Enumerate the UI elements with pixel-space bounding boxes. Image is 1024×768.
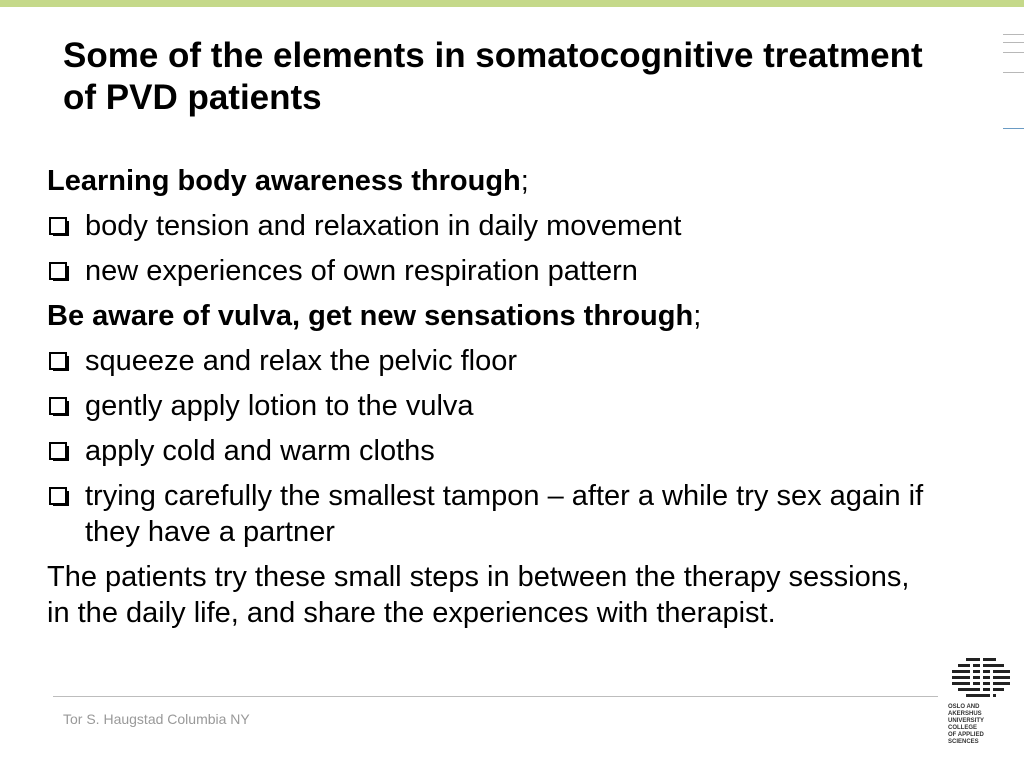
logo-mark-icon [948, 656, 1014, 702]
bullet-item: trying carefully the smallest tampon – after a while try sex again if they have a partner [47, 478, 927, 550]
logo-text: OSLO AND AKERSHUS UNIVERSITY COLLEGE OF APPLIED SCIENCES [948, 704, 984, 745]
slide-title: Some of the elements in somatocognitive treatment of PVD patients [63, 36, 923, 117]
footer-divider [53, 696, 938, 697]
checkbox-bullet-icon [49, 397, 67, 415]
checkbox-bullet-icon [49, 352, 67, 370]
section-heading-awareness: Learning body awareness through; [47, 165, 529, 197]
top-accent-bar [0, 0, 1024, 7]
section-heading-vulva: Be aware of vulva, get new sensations through; [47, 300, 702, 332]
bullet-item: squeeze and relax the pelvic floor [47, 343, 927, 379]
corner-decoration [1003, 30, 1024, 140]
checkbox-bullet-icon [49, 487, 67, 505]
footer-text: Tor S. Haugstad Columbia NY [63, 711, 250, 727]
university-logo [948, 656, 1014, 745]
closing-paragraph: The patients try these small steps in between the therapy sessions, in the daily life, and share the experiences with therapist. [47, 561, 910, 629]
slide-body [47, 163, 927, 640]
bullet-item: gently apply lotion to the vulva [47, 388, 927, 424]
bullet-item: apply cold and warm cloths [47, 433, 927, 469]
bullet-item: body tension and relaxation in daily movement [47, 208, 927, 244]
checkbox-bullet-icon [49, 217, 67, 235]
bullet-item: new experiences of own respiration pattern [47, 253, 927, 289]
checkbox-bullet-icon [49, 262, 67, 280]
checkbox-bullet-icon [49, 442, 67, 460]
